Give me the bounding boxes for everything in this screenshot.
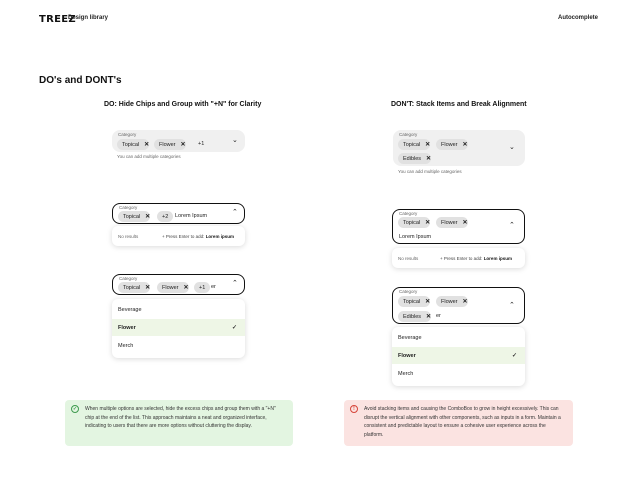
combobox-input[interactable]: er [211,284,216,290]
chip-flower[interactable]: Flower ✕ [436,217,468,228]
dont-note-text: Avoid stacking items and causing the ComboBox to grow in height excessively. This can disrupt the vertical alignment with other components, such as inputs in a form. Maintain a consistent and predictable layout to ensure a cohesive user experience across the platform. [364,406,561,438]
option-merch[interactable]: Merch [118,342,134,349]
dont-combobox-filter[interactable] [392,287,525,324]
chip-topical[interactable]: Topical ✕ [398,139,430,150]
combobox-input[interactable]: Lorem Ipsum [399,234,432,240]
more-chip[interactable]: +2 [157,211,173,222]
chip-topical[interactable]: Topical ✕ [398,217,430,228]
alert-circle-icon: ! [350,405,358,413]
option-flower[interactable]: Flower ✓ [112,319,245,336]
helper-text: You can add multiple categories [398,169,462,174]
chip-flower[interactable]: Flower ✕ [436,296,468,307]
add-hint[interactable]: + Press Enter to add: Lorem ipsum [162,234,234,239]
field-label: Category [399,289,418,294]
option-beverage[interactable]: Beverage [118,306,142,313]
do-title: DO: Hide Chips and Group with "+N" for Clarity [104,101,262,108]
close-icon[interactable]: ✕ [426,314,432,320]
field-label: Category [119,276,138,281]
dont-no-results-popup [392,248,525,268]
dont-combobox-collapsed[interactable] [393,130,525,166]
close-icon[interactable]: ✕ [145,285,151,291]
add-hint[interactable]: + Press Enter to add: Lorem ipsum [440,256,512,261]
do-combobox-collapsed[interactable] [112,130,245,152]
dont-title: DON'T: Stack Items and Break Alignment [391,101,527,108]
do-combobox-filter[interactable] [112,274,245,295]
chip-edibles[interactable]: Edibles ✕ [398,311,431,322]
chevron-down-icon[interactable]: ⌄ [509,144,515,151]
chip-flower[interactable]: Flower ✕ [154,139,186,150]
combobox-input[interactable]: er [436,313,441,319]
close-icon[interactable]: ✕ [180,142,186,148]
section-title: DO's and DONT's [39,75,122,86]
page-name: Autocomplete [557,15,598,21]
close-icon[interactable]: ✕ [462,299,468,305]
close-icon[interactable]: ✕ [425,220,431,226]
dont-options-list [392,327,525,386]
do-note-text: When multiple options are selected, hide the excess chips and group them with a "+N" chip at the end of the list. This approach maintains a neat and organized interface, indicating to users that there are more options without cluttering the display. [85,406,276,429]
treez-logo: TREEZ [39,14,76,25]
close-icon[interactable]: ✕ [183,285,189,291]
field-label: Category [119,205,138,210]
chevron-up-icon[interactable]: ⌃ [509,222,515,229]
chip-edibles[interactable]: Edibles ✕ [398,153,431,164]
chip-topical[interactable]: Topical ✕ [118,282,150,293]
chevron-up-icon[interactable]: ⌃ [232,209,238,216]
chip-topical[interactable]: Topical ✕ [117,139,149,150]
check-icon: ✓ [231,325,237,331]
option-flower[interactable]: Flower ✓ [392,347,525,364]
do-no-results-popup [112,226,245,246]
close-icon[interactable]: ✕ [426,156,432,162]
close-icon[interactable]: ✕ [462,142,468,148]
option-beverage[interactable]: Beverage [398,334,422,341]
close-icon[interactable]: ✕ [144,142,150,148]
dont-combobox-typing[interactable] [392,209,525,244]
field-label: Category [118,132,137,137]
helper-text: You can add multiple categories [117,154,181,159]
chip-flower[interactable]: Flower ✕ [157,282,189,293]
no-results-text: No results [398,256,419,261]
more-chip[interactable]: +1 [198,141,205,147]
dont-guideline-note [344,400,573,446]
option-merch[interactable]: Merch [398,370,414,377]
no-results-text: No results [118,234,139,239]
chevron-up-icon[interactable]: ⌃ [509,302,515,309]
chip-topical[interactable]: Topical ✕ [398,296,430,307]
close-icon[interactable]: ✕ [145,214,151,220]
plus-icon: + [440,256,444,261]
combobox-input[interactable]: Lorem Ipsum [175,213,208,219]
do-guideline-note [65,400,293,446]
more-chip[interactable]: +1 [194,282,210,293]
plus-icon: + [162,234,166,239]
chip-topical[interactable]: Topical ✕ [118,211,150,222]
chevron-up-icon[interactable]: ⌃ [232,280,238,287]
field-label: Category [399,211,418,216]
check-icon: ✓ [511,353,517,359]
chevron-down-icon[interactable]: ⌄ [232,137,238,144]
do-combobox-typing[interactable] [112,203,245,224]
field-label: Category [399,132,418,137]
close-icon[interactable]: ✕ [425,142,431,148]
design-library-label: Design library [68,15,109,21]
close-icon[interactable]: ✕ [425,299,431,305]
do-options-list [112,299,245,358]
close-icon[interactable]: ✕ [462,220,468,226]
chip-flower[interactable]: Flower ✕ [436,139,468,150]
check-circle-icon: ✓ [72,406,78,412]
